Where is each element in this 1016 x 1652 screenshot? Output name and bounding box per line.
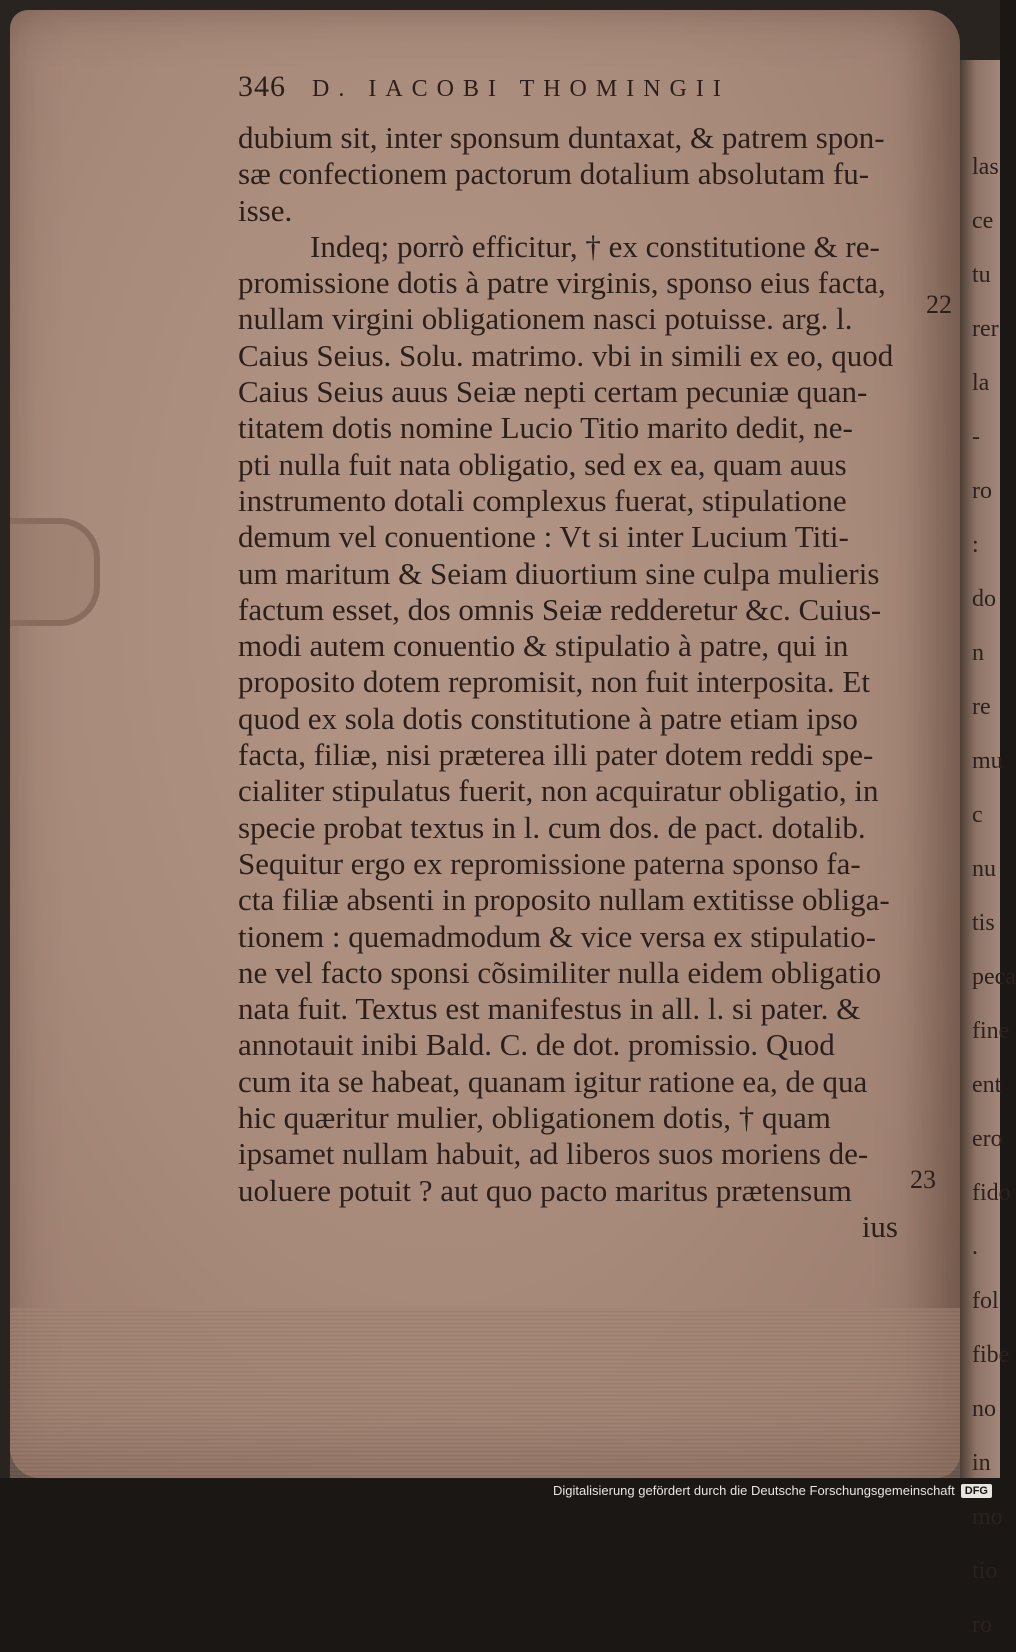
adjacent-page-fragments: las ce tu rer la - ro : do n re mu c nu tis peca fine ent ero fido . fol fibe no in mo tio ro: [972, 154, 1016, 1638]
text-line: Caius Seius auus Seiæ nepti certam pecuniæ quan-: [238, 374, 868, 410]
text-line: ne vel facto sponsi cõsimiliter nulla eidem obligatio: [238, 954, 882, 990]
text-line: promissione dotis à patre virginis, sponso eius facta,: [238, 265, 886, 301]
text-line: tionem : quemadmodum & vice versa ex stipulatio-: [238, 918, 876, 954]
funding-credit: Digitalisierung gefördert durch die Deutsche Forschungsgemeinschaft: [552, 1483, 955, 1498]
text-line: Indeq; porrò efficitur, † ex constitutione & re-: [310, 228, 880, 264]
text-line: proposito dotem repromisit, non fuit interposita. Et: [238, 664, 870, 700]
body-text: [238, 120, 928, 1209]
text-line: um maritum & Seiam diuortium sine culpa mulieris: [238, 555, 880, 591]
page-stack-edge: [10, 1308, 960, 1478]
text-line: hic quæritur mulier, obligationem dotis, † quam: [238, 1100, 831, 1136]
book-clasp: [10, 518, 100, 626]
text-line: dubium sit, inter sponsum duntaxat, & patrem spon-: [238, 120, 885, 155]
text-line: pti nulla fuit nata obligatio, sed ex ea, quam auus: [238, 446, 847, 482]
text-line: instrumento dotali complexus fuerat, stipulatione: [238, 482, 847, 518]
text-line: facta, filiæ, nisi præterea illi pater dotem reddi spe-: [238, 737, 874, 773]
text-line: cta filiæ absenti in proposito nullam extitisse obliga-: [238, 882, 890, 918]
text-line: modi autem conuentio & stipulatio à patre, qui in: [238, 628, 849, 664]
text-line: specie probat textus in l. cum dos. de pact. dotalib.: [238, 809, 866, 845]
text-line: annotauit inibi Bald. C. de dot. promissio. Quod: [238, 1027, 835, 1063]
text-block: [238, 70, 928, 1245]
text-line: sæ confectionem pactorum dotalium absolutam fu-: [238, 156, 870, 192]
text-line: cialiter stipulatus fuerit, non acquiratur obligatio, in: [238, 773, 879, 809]
text-line: Caius Seius. Solu. matrimo. vbi in simili ex eo, quod: [238, 337, 894, 373]
footer-bar: [0, 1478, 1000, 1503]
text-line: cum ita se habeat, quanam igitur ratione ea, de qua: [238, 1063, 868, 1099]
text-line: quod ex sola dotis constitutione à patre etiam ipso: [238, 700, 858, 736]
text-line: ipsamet nullam habuit, ad liberos suos moriens de-: [238, 1136, 869, 1172]
text-line: isse.: [238, 192, 293, 228]
text-line: demum vel conuentione : Vt si inter Lucium Titi-: [238, 519, 849, 555]
page-header: [238, 70, 928, 120]
catchword: ius: [861, 1208, 898, 1244]
text-line: Sequitur ergo ex repromissione paterna sponso fa-: [238, 845, 861, 881]
dfg-logo: DFG: [961, 1484, 992, 1498]
text-line: uoluere potuit ? aut quo pacto maritus prætensum: [238, 1172, 852, 1208]
text-line: titatem dotis nomine Lucio Titio marito dedit, ne-: [238, 410, 853, 446]
text-line: nata fuit. Textus est manifestus in all. l. si pater. &: [238, 991, 861, 1027]
text-line: factum esset, dos omnis Seiæ redderetur &c. Cuius-: [238, 591, 882, 627]
margin-number: 22: [926, 290, 952, 319]
running-head: D. IACOBI THOMINGII: [312, 76, 730, 102]
margin-number: 23: [910, 1165, 936, 1194]
text-line: nullam virgini obligationem nasci potuisse. arg. l.: [238, 301, 853, 337]
page-number: 346: [238, 70, 286, 103]
